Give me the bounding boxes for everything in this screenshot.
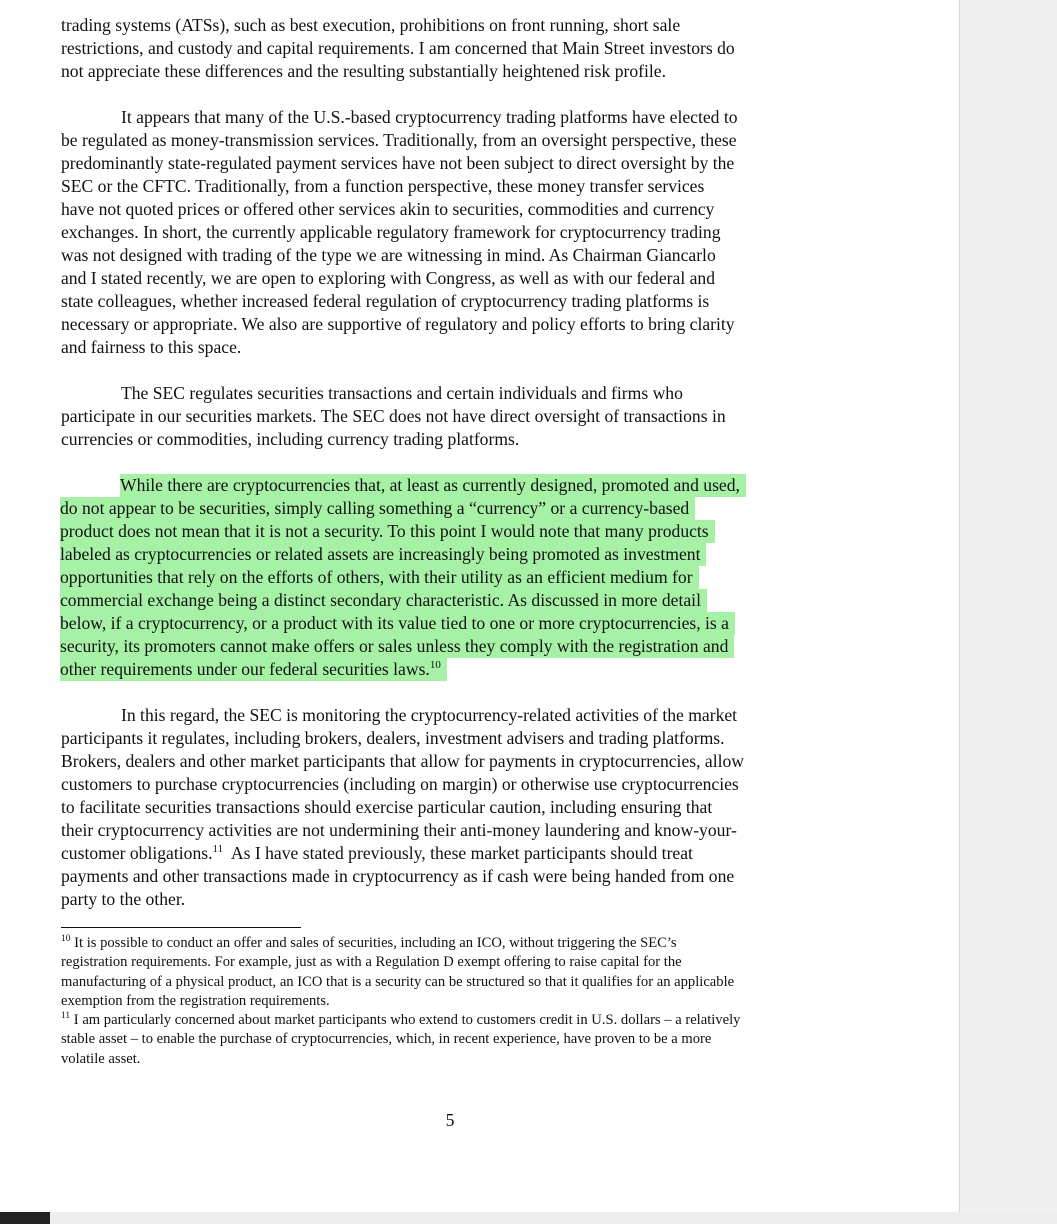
paragraph-3 [61,382,841,451]
text-line: Brokers, dealers and other market participants that allow for payments in cryptocurrencies, allow [61,751,744,771]
text-line: exchanges. In short, the currently applicable regulatory framework for cryptocurrency trading [61,222,721,242]
text-line [61,497,841,520]
text-line: currencies or commodities, including currency trading platforms. [61,429,520,449]
footnote-number: 10 [61,934,71,944]
page-number: 5 [445,1110,455,1130]
text-line: necessary or appropriate. We also are supportive of regulatory and policy efforts to bring clarity [61,314,735,334]
highlighted-paragraph[interactable] [61,474,841,681]
footnote-line: exemption from the registration requirements. [61,992,330,1009]
text-line: and I stated recently, we are open to exploring with Congress, as well as with our federal and [61,268,716,288]
text-line: SEC or the CFTC. Traditionally, from a function perspective, these money transfer services [61,176,705,196]
text-line: predominantly state-regulated payment services have not been subject to direct oversight by the [61,153,735,173]
text-line: was not designed with trading of the type we are witnessing in mind. As Chairman Giancarlo [61,245,716,265]
text-line: payments and other transactions made in cryptocurrency as if cash were being handed from one [61,866,735,886]
text-line [61,589,841,612]
text-line: state colleagues, whether increased federal regulation of cryptocurrency trading platforms is [61,291,710,311]
highlight-text: other requirements under our federal securities laws. [60,659,430,679]
text-line: It appears that many of the U.S.-based cryptocurrency trading platforms have elected to [121,107,738,127]
highlight-span[interactable]: product does not mean that it is not a security. To this point I would note that many products [60,520,715,543]
text-line [61,658,841,681]
highlight-span[interactable]: While there are cryptocurrencies that, at least as currently designed, promoted and used, [120,474,746,497]
footnote-ref-10[interactable]: 10 [429,659,441,671]
scrollbar-thumb[interactable] [0,1212,50,1224]
horizontal-scrollbar[interactable] [0,1212,1057,1224]
text-line: and fairness to this space. [61,337,242,357]
highlight-span[interactable]: commercial exchange being a distinct secondary characteristic. As discussed in more detail [60,589,707,612]
paragraph-2 [61,106,841,359]
text-line: participants it regulates, including brokers, dealers, investment advisers and trading platforms. [61,728,725,748]
text-line [61,612,841,635]
text-line: customers to purchase cryptocurrencies (including on margin) or otherwise use cryptocurrencies [61,774,739,794]
text-line [61,566,841,589]
highlight-span[interactable]: security, its promoters cannot make offers or sales unless they comply with the registration and [60,635,734,658]
footnote-text: I am particularly concerned about market participants who extend to customers credit in U.S. dollars – a relatively [70,1012,741,1029]
text-line: restrictions, and custody and capital requirements. I am concerned that Main Street investors do [61,38,735,58]
footnote-ref-11[interactable]: 11 [212,843,224,855]
text-line: be regulated as money-transmission services. Traditionally, from an oversight perspective, these [61,130,737,150]
footnote-line: registration requirements. For example, just as with a Regulation D exempt offering to raise capital for the [61,954,682,971]
text-line [61,520,841,543]
text-segment: As I have stated previously, these market participants should treat [223,843,693,863]
text-line: to facilitate securities transactions should exercise particular caution, including ensuring that [61,797,713,817]
highlight-span[interactable]: opportunities that rely on the efforts of others, with their utility as an efficient medium for [60,566,699,589]
footnote-number: 11 [61,1011,71,1022]
viewer-gutter [959,0,1057,1224]
text-line: In this regard, the SEC is monitoring the cryptocurrency-related activities of the market [121,705,738,725]
paragraph-5 [61,704,841,911]
text-line: participate in our securities markets. The SEC does not have direct oversight of transactions in [61,406,726,426]
footnote-line: volatile asset. [61,1050,141,1067]
text-line [61,543,841,566]
text-line [61,635,841,658]
footnote-divider [61,927,301,928]
text-line: The SEC regulates securities transactions and certain individuals and firms who [121,383,683,403]
highlight-span[interactable]: labeled as cryptocurrencies or related assets are increasingly being promoted as investment [60,543,706,566]
footnote-line [61,934,851,953]
text-line: trading systems (ATSs), such as best execution, prohibitions on front running, short sale [61,15,681,35]
footnote-line: manufacturing of a physical product, an ICO that is a security can be structured so that it qualifies for an applicable [61,973,735,990]
text-line [61,474,841,497]
highlight-span[interactable]: below, if a cryptocurrency, or a product with its value tied to one or more cryptocurrencies, is a [60,612,735,635]
footnote-line: stable asset – to enable the purchase of cryptocurrencies, which, in recent experience, have proven to be a more [61,1031,712,1048]
footnote-11 [61,1011,851,1069]
footnote-text: It is possible to conduct an offer and sales of securities, including an ICO, without triggering the SEC’s [70,935,677,951]
text-line: their cryptocurrency activities are not undermining their anti-money laundering and know-your- [61,820,737,840]
text-line [61,842,841,865]
footnote-line [61,1011,851,1030]
footnotes [61,934,851,1069]
highlight-span[interactable] [60,658,447,681]
highlight-span[interactable]: do not appear to be securities, simply calling something a “currency” or a currency-based [60,497,695,520]
paragraph-1 [61,14,841,83]
text-line: have not quoted prices or offered other services akin to securities, commodities and currency [61,199,715,219]
footnote-10 [61,934,851,1011]
text-segment: customer obligations. [61,843,213,863]
text-line: not appreciate these differences and the resulting substantially heightened risk profile. [61,61,666,81]
text-line: party to the other. [61,889,186,909]
